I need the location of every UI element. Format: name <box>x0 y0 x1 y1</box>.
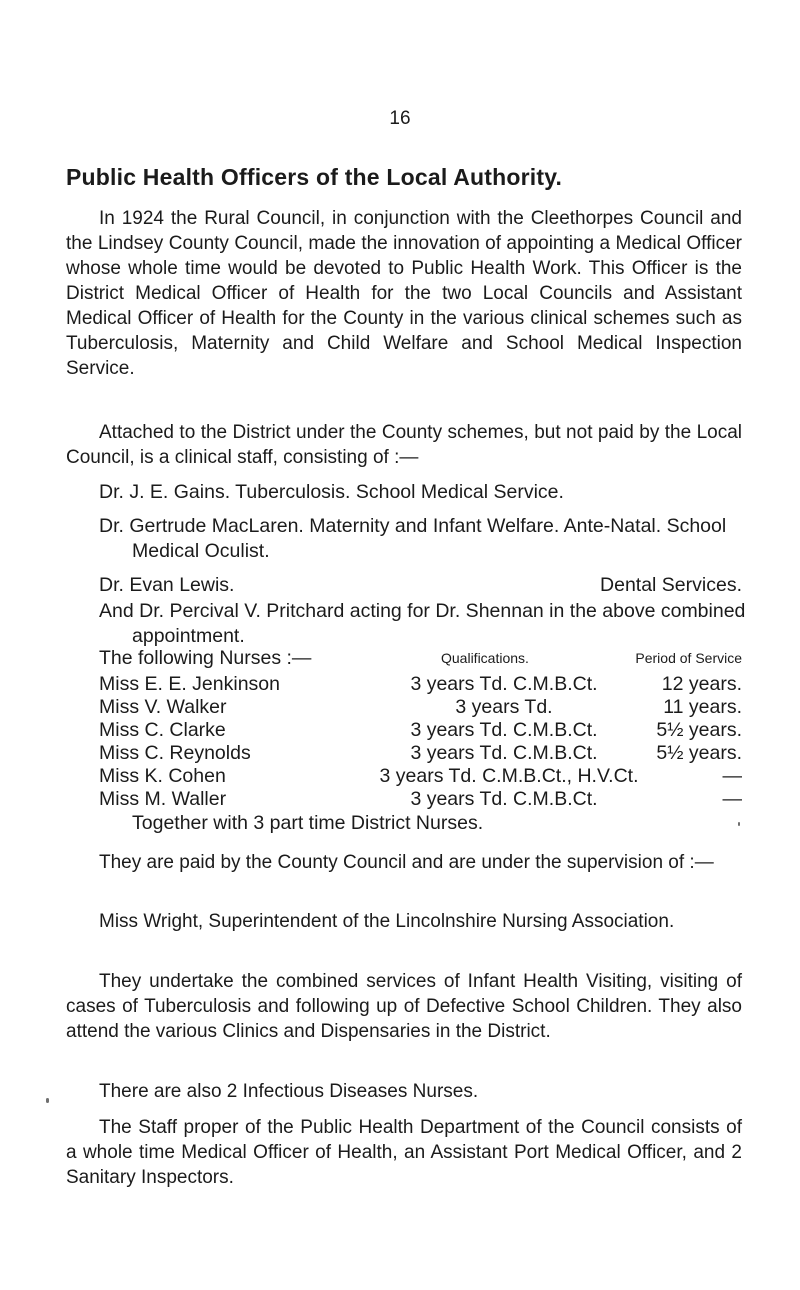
nurse-name: Miss C. Clarke <box>99 719 226 741</box>
nurse-qualifications: 3 years Td. C.M.B.Ct., H.V.Ct. <box>379 765 639 787</box>
staff-service-lewis: Dental Services. <box>600 574 742 596</box>
part-time-nurses: Together with 3 part time District Nurses. <box>132 812 484 834</box>
nurse-row <box>99 696 742 721</box>
page-title: Public Health Officers of the Local Authority. <box>66 164 563 190</box>
nurse-qualifications: 3 years Td. C.M.B.Ct. <box>410 719 598 741</box>
nurse-row <box>99 742 742 767</box>
paper-speck <box>46 1098 49 1103</box>
staff-entry-maclaren: Dr. Gertrude MacLaren. Maternity and Infant Welfare. Ante-Natal. School Medical Oculist. <box>99 515 727 562</box>
nurse-qualifications: 3 years Td. <box>455 696 553 718</box>
qualifications-header: Qualifications. <box>441 650 529 666</box>
nurse-qualifications: 3 years Td. C.M.B.Ct. <box>410 788 598 810</box>
nurse-period: 11 years. <box>663 696 742 718</box>
nurse-period: 5½ years. <box>656 719 742 741</box>
nurse-period: 5½ years. <box>656 742 742 764</box>
nurse-name: Miss K. Cohen <box>99 765 226 787</box>
services-paragraph: They undertake the combined services of Infant Health Visiting, visiting of cases of Tuberculosis and following up of Defective School Children. They also attend the various Clinics and Dispensaries in the District. <box>66 971 742 1042</box>
supervision-paragraph: They are paid by the County Council and are under the supervision of :— <box>99 852 714 873</box>
paper-speck <box>738 822 740 826</box>
nurse-row <box>99 788 742 813</box>
staff-entry-gains: Dr. J. E. Gains. Tuberculosis. School Medical Service. <box>99 481 564 503</box>
nurses-intro: The following Nurses :— <box>99 647 312 669</box>
nurse-name: Miss E. E. Jenkinson <box>99 673 280 695</box>
nurse-period: — <box>722 788 742 810</box>
staff-name-lewis: Dr. Evan Lewis. <box>99 574 235 596</box>
nurse-period: 12 years. <box>661 673 742 695</box>
nurse-name: Miss V. Walker <box>99 696 227 718</box>
staff-paragraph: The Staff proper of the Public Health Department of the Council consists of a whole time Medical Officer of Health, an Assistant Port Medical Officer, and 2 Sanitary Inspectors. <box>66 1117 742 1188</box>
nurse-row <box>99 765 742 790</box>
nurse-name: Miss C. Reynolds <box>99 742 251 764</box>
infectious-nurses-paragraph: There are also 2 Infectious Diseases Nurses. <box>99 1081 479 1102</box>
period-header: Period of Service <box>635 650 742 666</box>
nurse-row <box>99 719 742 744</box>
nurse-qualifications: 3 years Td. C.M.B.Ct. <box>410 742 598 764</box>
nurse-qualifications: 3 years Td. C.M.B.Ct. <box>410 673 598 695</box>
nurse-row <box>99 673 742 698</box>
nurse-period: — <box>722 765 742 787</box>
superintendent-entry: Miss Wright, Superintendent of the Lincolnshire Nursing Association. <box>99 911 675 932</box>
nurse-name: Miss M. Waller <box>99 788 227 810</box>
intro-paragraph: In 1924 the Rural Council, in conjunction with the Cleethorpes Council and the Lindsey County Council, made the innovation of appointing a Medical Officer whose whole time would be devoted to Public Health Work. This Officer is the District Medical Officer of Health for the two Local Councils and Assistant Medical Officer of Health for the County in the various clinical schemes such as Tuberculosis, Maternity and Child Welfare and School Medical Inspection Service. <box>66 208 742 379</box>
staff-entry-pritchard: And Dr. Percival V. Pritchard acting for Dr. Shennan in the above combined appointment. <box>99 600 746 647</box>
attached-paragraph: Attached to the District under the County schemes, but not paid by the Local Council, is a clinical staff, consisting of :— <box>66 422 742 468</box>
page-number: 16 <box>389 108 411 129</box>
